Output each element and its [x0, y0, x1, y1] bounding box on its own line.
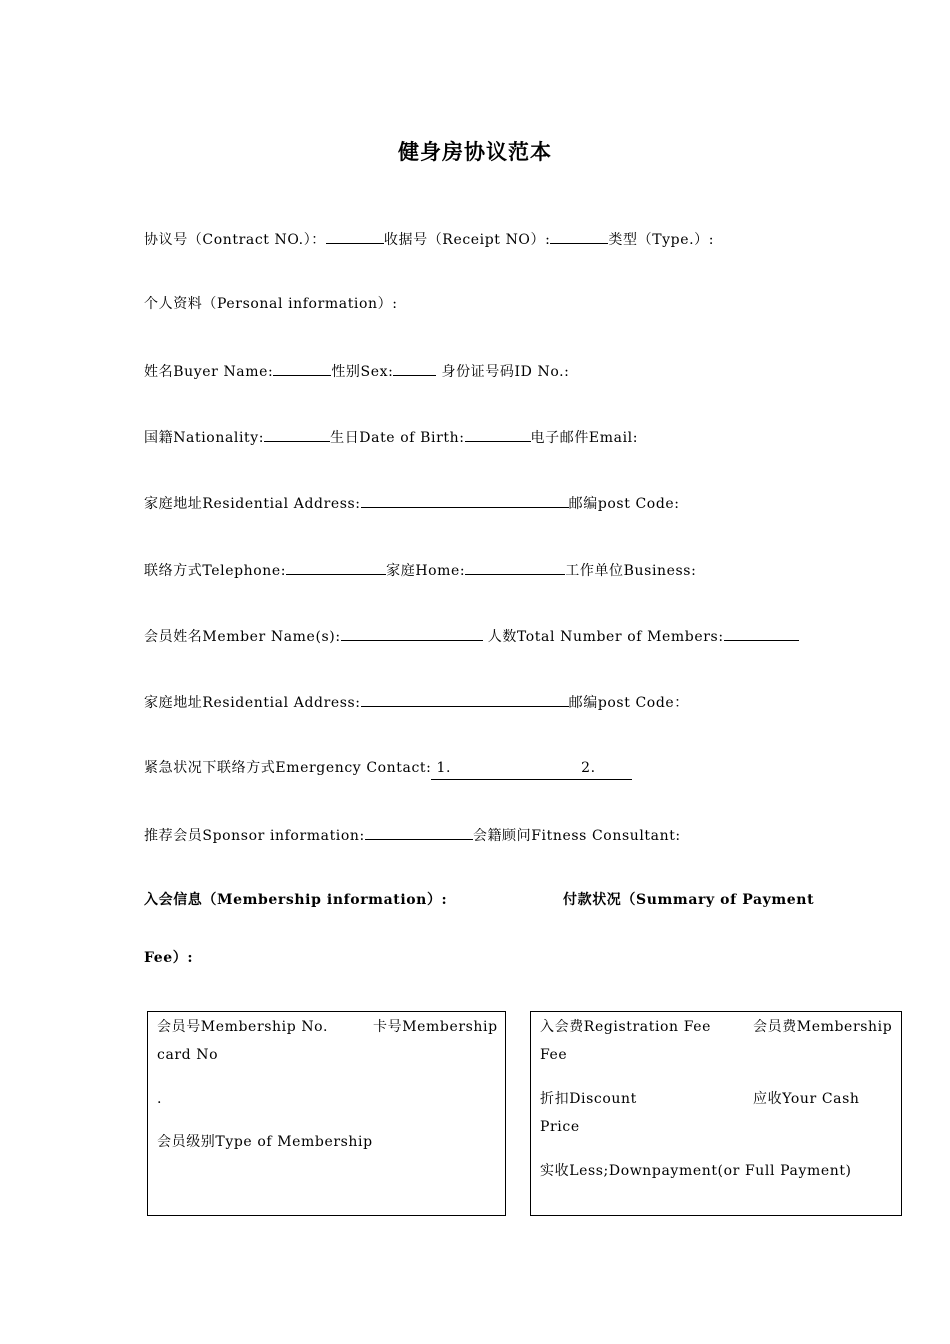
members-line — [144, 624, 799, 646]
sex-label: 性别Sex: — [331, 364, 394, 380]
emergency-contact-field[interactable] — [431, 757, 632, 780]
email-label: 电子邮件Email: — [530, 430, 639, 446]
business-label: 工作单位Business: — [565, 563, 697, 579]
type-label: 类型（Type.）: — [608, 232, 715, 248]
sex-field[interactable] — [393, 359, 436, 376]
address-line-2 — [144, 690, 689, 712]
membership-info-heading: 入会信息（Membership information）: — [144, 892, 448, 908]
nationality-line — [144, 425, 638, 447]
payment-summary-heading-cont: Fee）: — [144, 950, 194, 966]
member-name-label: 会员姓名Member Name(s): — [144, 629, 341, 645]
buyer-name-label: 姓名Buyer Name: — [144, 364, 274, 380]
home-field[interactable] — [465, 558, 565, 575]
post-code-label: 邮编post Code: — [568, 496, 680, 512]
card-no-label: 卡号Membership — [373, 1019, 498, 1035]
consultant-label: 会籍顾问Fitness Consultant: — [472, 828, 681, 844]
page-title: 健身房协议范本 — [398, 139, 552, 164]
card-no-label-cont: card No — [157, 1047, 219, 1063]
total-members-field[interactable] — [724, 624, 799, 641]
nationality-field[interactable] — [264, 425, 330, 442]
home-label: 家庭Home: — [386, 563, 466, 579]
payment-summary-heading: 付款状况（Summary of Payment — [563, 892, 815, 908]
residential-address-field[interactable] — [361, 491, 569, 508]
sponsor-label: 推荐会员Sponsor information: — [144, 828, 365, 844]
payment-summary-box — [530, 1011, 902, 1216]
nationality-label: 国籍Nationality: — [144, 430, 265, 446]
birth-label: 生日Date of Birth: — [330, 430, 465, 446]
address-line-1 — [144, 491, 680, 513]
contract-line — [144, 227, 714, 249]
fee-label-cont: Fee — [540, 1047, 568, 1063]
contract-no-label: 协议号（Contract NO.）： — [144, 232, 326, 248]
emergency-contact-two: 2. — [581, 760, 601, 776]
birth-field[interactable] — [465, 425, 531, 442]
id-no-label: 身份证号码ID No.: — [436, 364, 570, 380]
your-cash-label: 应收Your Cash — [753, 1091, 860, 1107]
dot-text: . — [157, 1091, 163, 1107]
receipt-no-field[interactable] — [550, 227, 608, 244]
membership-type-label: 会员级别Type of Membership — [157, 1134, 373, 1150]
receipt-no-label: 收据号（Receipt NO）: — [383, 232, 551, 248]
sponsor-field[interactable] — [365, 823, 473, 840]
discount-label: 折扣Discount — [540, 1091, 637, 1107]
emergency-contact-label: 紧急状况下联络方式Emergency Contact: — [144, 760, 432, 776]
price-label: Price — [540, 1119, 580, 1135]
name-line — [144, 359, 569, 381]
residential-address-field[interactable] — [361, 690, 569, 707]
registration-fee-label: 入会费Registration Fee — [540, 1019, 712, 1035]
member-name-field[interactable] — [341, 624, 483, 641]
residential-address-label: 家庭地址Residential Address: — [144, 695, 361, 711]
total-members-label: 人数Total Number of Members: — [482, 629, 724, 645]
residential-address-label: 家庭地址Residential Address: — [144, 496, 361, 512]
emergency-contact-one: 1. — [431, 760, 452, 776]
telephone-field[interactable] — [286, 558, 386, 575]
sponsor-line — [144, 823, 681, 845]
downpayment-label: 实收Less;Downpayment(or Full Payment) — [540, 1163, 852, 1179]
telephone-label: 联络方式Telephone: — [144, 563, 287, 579]
emergency-line — [144, 757, 632, 779]
personal-info-heading: 个人资料（Personal information）: — [144, 296, 398, 312]
membership-info-box — [147, 1011, 506, 1216]
contract-no-field[interactable] — [326, 227, 384, 244]
post-code-label: 邮编post Code： — [568, 695, 689, 711]
membership-no-label: 会员号Membership No. — [157, 1019, 329, 1035]
buyer-name-field[interactable] — [273, 359, 331, 376]
contact-line — [144, 558, 696, 580]
membership-fee-label: 会员费Membership — [753, 1019, 893, 1035]
